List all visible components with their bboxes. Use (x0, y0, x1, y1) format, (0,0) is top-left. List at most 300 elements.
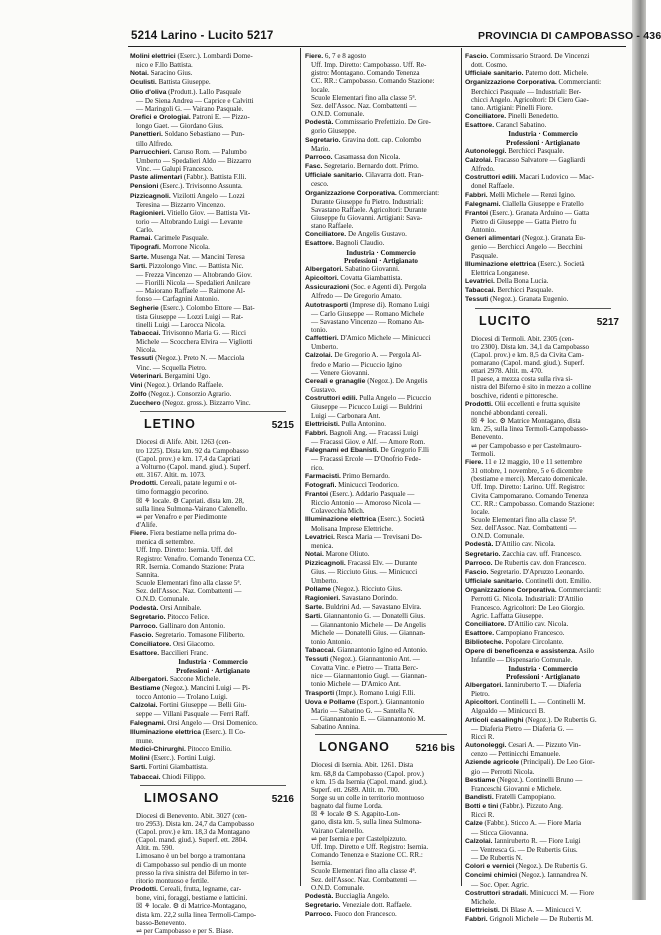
entry-text: (Negoz.). Preto N. — Macciola (153, 354, 245, 363)
entry-line (465, 647, 621, 656)
letino-entries (130, 438, 296, 658)
entry-line (130, 192, 296, 201)
entry-text: Olii eccellenti e frutta squisite (492, 399, 581, 408)
entry-line (130, 218, 296, 226)
column-2 (305, 52, 457, 919)
entry-line (305, 664, 457, 672)
entry-text: dott. Cosmo. (471, 61, 508, 70)
entry-text: tro 2300). Dista km. 34,1 da Campobasso (471, 342, 590, 351)
entry-line (465, 776, 621, 785)
entry-line (465, 802, 621, 811)
entry-line (130, 546, 296, 554)
entry-text: tro 1225). Dista km. 92 da Campobasso (136, 446, 249, 455)
entry-text: — Maiorano Raffaele — Raimone Al- (136, 287, 246, 296)
entry-line (305, 145, 457, 153)
lucito-entries (465, 335, 621, 665)
entry-line (130, 130, 296, 139)
entry-heading: Ufficiale sanitario. (305, 172, 364, 180)
entry-text: Primo Bernardo. (340, 471, 390, 480)
entry-line (305, 292, 457, 300)
entry-heading: Albergatori. (465, 681, 504, 689)
entry-line (465, 52, 621, 61)
entry-line (305, 180, 457, 188)
entry-line (465, 104, 621, 112)
entry-heading: Prodotti. (130, 886, 158, 894)
entry-heading: Elettricisti. (465, 907, 500, 914)
entry-text: ☒ ⚘ locale ⚙ S. Agapito-Lon- (311, 810, 401, 819)
entry-line (305, 464, 457, 472)
entry-text: Pasquale. (471, 251, 498, 260)
longano-entries (305, 761, 457, 919)
entry-text: Francesco. Agricoltori: De Leo Giorgio. (471, 603, 585, 612)
town-name: LONGANO (319, 740, 390, 755)
entry-text: Campopiano Francesco. (494, 629, 565, 637)
entry-line (305, 301, 457, 310)
entry-line (130, 438, 296, 446)
entry-heading: Organizzazione Corporativa. (305, 189, 397, 197)
entry-text: tillo Alfredo. (136, 139, 173, 148)
entry-heading: Fascio. (130, 632, 154, 639)
entry-text: tista Giuseppe — Lozzi Luigi — Rat- (136, 312, 244, 321)
entry-line (465, 698, 621, 707)
entry-text: (Negoz.). De Angelis (365, 376, 428, 385)
column-3 (465, 52, 621, 924)
entry-line (305, 118, 457, 127)
entry-heading: Organizzazione Corporativa. (465, 79, 557, 87)
entry-line (305, 171, 457, 180)
entry-text: — Giannantonio Michele — De Angelis (311, 621, 426, 630)
entry-text: (Soc. e Agenti di). Pergola (349, 283, 427, 292)
entry-line (305, 778, 457, 786)
entry-text: locale. (311, 85, 330, 94)
entry-text: Carimele Pasquale. (152, 234, 209, 243)
entry-line (130, 877, 296, 885)
entry-line (465, 200, 621, 209)
entry-line (305, 550, 457, 559)
entry-heading: Veterinari. (130, 372, 163, 380)
entry-text: Segretario. D'Apruzzo Leonardo. (488, 567, 585, 576)
entry-line (305, 52, 457, 61)
entry-text: 6, 7 e 8 agosto (323, 52, 367, 60)
entry-line (465, 595, 621, 603)
entry-heading: Uova e Pollame (305, 698, 356, 706)
entry-text: Veneziale dott. Raffaele. (340, 901, 412, 909)
entry-line (465, 586, 621, 595)
entry-text: tinelli Luigi — Larocca Nicola. (136, 320, 226, 329)
entry-text: Asilo (577, 647, 594, 656)
entry-line (465, 492, 621, 500)
entry-line (130, 122, 296, 130)
entry-line (305, 377, 457, 386)
entry-text: Morrone Nicola. (160, 243, 210, 252)
entry-text: Fortini Giuseppe — Belli Giu- (157, 701, 247, 710)
entry-heading: Bestiame (465, 776, 496, 784)
entry-text: longo Gaet. — Giordano Gius. (136, 122, 224, 131)
entry-text: Orsi Angelo — Orsi Domenico. (165, 718, 258, 727)
entry-heading: Illuminazione elettrica (305, 516, 377, 524)
entry-line (305, 499, 457, 507)
entry-line (130, 613, 296, 622)
town-number: 5217 (596, 316, 619, 328)
entry-line (465, 182, 621, 190)
entry-line (130, 346, 296, 354)
town-heading-lucito (479, 313, 619, 331)
entry-text: Pulla Antonino. (339, 419, 387, 428)
entry-line (305, 843, 457, 851)
entry-line (305, 559, 457, 568)
entry-heading: Autonoleggi. (465, 742, 507, 750)
entry-text: Diocesi di Isernia. Abit. 1261. Dista (311, 761, 414, 770)
entry-text: (Impr.). Romano Luigi F.lli. (334, 688, 416, 697)
entry-text: (Negoz.). Continelli Bruno — (495, 775, 583, 784)
entry-text: Caruso Rom. — Palumbo (171, 147, 247, 156)
entry-text: tonio Michele — D'Amico Ant. (311, 680, 401, 689)
entry-line (130, 737, 296, 745)
entry-heading: Farmacisti. (305, 472, 341, 480)
entry-text: Covatta Vinc. e Pietro — Tratta Berc- (311, 664, 419, 673)
entry-heading: Fotografi. (305, 481, 337, 489)
entry-text: Commissario Straord. De Vincenzi (488, 52, 590, 60)
entry-line (305, 892, 457, 901)
entry-heading: Opere di beneficenza e assistenza. (465, 648, 578, 656)
entry-text: Il paese, a mezza costa sulla riva si- (471, 375, 573, 384)
entry-line (305, 770, 457, 778)
entry-text: — Fracassi Giov. e Alf. — Amore Rom. (311, 438, 426, 447)
entry-text: ☒ ⚘ locale. ⚙ di Matrice-Montagano, (136, 902, 247, 911)
entry-heading: Fiere. (305, 53, 324, 60)
entry-line (465, 898, 621, 906)
entry-line (465, 811, 621, 819)
entry-text: Segretario. Bernardo dott. Primo. (322, 162, 419, 171)
entry-text: ☒ ⚘ locale. ⚙ Capriati. dista km. 28, (136, 496, 244, 505)
industria-subtitle: Professioni · Artigianato (344, 256, 418, 265)
entry-line (465, 173, 621, 182)
entry-text: Covatta Giambattista. (338, 274, 403, 283)
entry-line (130, 209, 296, 218)
entry-text: Sez. dell'Assoc. Naz. Combattenti — (471, 524, 577, 533)
entry-heading: Parroco. (305, 911, 333, 919)
entry-text: pomarano (Capol. mand. giud.). Superf. (471, 359, 585, 367)
entry-line (130, 105, 296, 113)
town-number: 5216 (271, 793, 294, 805)
entry-text: Baccilieri Franc. (159, 649, 209, 658)
entry-line (130, 505, 296, 513)
entry-text: Patroni E. — Pizzo- (190, 113, 250, 122)
limosano-trades (305, 265, 457, 731)
entry-text: (Negoz.). Mancini Luigi — Pi- (160, 683, 251, 692)
entry-line (130, 773, 296, 782)
entry-line (465, 862, 621, 871)
entry-line (130, 555, 296, 563)
entry-text: Diocesi di Alife. Abit. 1263 (cen- (136, 438, 231, 447)
limosano-continuation (305, 52, 457, 249)
entry-text: ritorio montuoso e fertile. (136, 876, 209, 885)
entry-text: nico e F.llo Battista. (136, 61, 193, 70)
entry-line (305, 481, 457, 490)
entry-heading: Paste alimentari (130, 174, 183, 182)
entry-text: Della Bona Lucia. (494, 277, 549, 286)
entry-heading: Elettricisti. (305, 420, 340, 428)
entry-line (305, 69, 457, 77)
entry-text: (Eserc.). Addario Pasquale — (328, 489, 415, 498)
entry-text: De Gregorio F.lli (378, 446, 429, 455)
entry-heading: Vini (130, 381, 143, 389)
entry-line (465, 359, 621, 367)
entry-line (130, 253, 296, 262)
entry-text: 31 ottobre, 1 novembre, 5 e 6 dicembre (471, 467, 583, 476)
entry-heading: Costruttori edili. (465, 174, 518, 182)
entry-heading: Concimi chimici (465, 872, 518, 880)
entry-text: Savastano Dorindo. (340, 593, 398, 602)
entry-line (465, 871, 621, 880)
entry-line (130, 226, 296, 234)
entry-text: Uff. Imp. Diretto: Campobasso. Uff. Re- (311, 61, 427, 70)
entry-text: Savastano Raffaele. Agricoltori: Durante (311, 205, 427, 214)
entry-line (130, 97, 296, 105)
entry-line (305, 162, 457, 171)
entry-text: (Capol. prov.) e km. 17,4 da Capriati (136, 454, 241, 463)
entry-line (465, 243, 621, 251)
entry-line (305, 672, 457, 680)
entry-line (465, 881, 621, 889)
entry-text: Sorge su un colle in territorio montuoso (311, 793, 424, 802)
entry-line (305, 77, 457, 85)
entry-text: Fracasso Salvatore — Gagliardi (492, 155, 586, 164)
entry-heading: Notai. (305, 551, 324, 559)
entry-text: D'Attilio cav. Nicola. (493, 540, 556, 549)
entry-heading: Autotrasporti (305, 301, 349, 309)
entry-line (465, 846, 621, 854)
entry-text: Sez. dell'Assoc. Naz. Combattenti — (311, 875, 417, 884)
entry-heading: Medici-Chirurghi. (130, 746, 186, 754)
entry-line (465, 147, 621, 156)
entry-text: — Sticca Giovanna. (471, 828, 529, 837)
entry-line (130, 113, 296, 122)
entry-heading: Prodotti. (130, 480, 158, 488)
entry-text: Elettrica Longanese. (471, 268, 530, 277)
entry-text: O.N.D. Comunale. (471, 532, 525, 541)
entry-text: Musenga Nat. — Mancini Teresa (148, 252, 245, 261)
entry-text: Pietro. (471, 690, 490, 699)
entry-line (305, 386, 457, 394)
entry-text: tonio. (311, 326, 328, 334)
entry-text: genio — Berchicci Angelo — Becchini (471, 243, 583, 252)
entry-line (465, 343, 621, 351)
entry-text: e km. 15 da Isernia (Capol. mand. giud.). (311, 777, 428, 786)
entry-text: tro 2953). Dista km. 24,7 da Campobasso (136, 819, 255, 828)
entry-line (305, 867, 457, 875)
entry-line (465, 112, 621, 121)
entry-text: Di Blase A. — Minicucci V. (499, 906, 582, 914)
entry-heading: Conciliatore. (465, 620, 507, 628)
entry-heading: Costruttori edili. (305, 395, 358, 403)
entry-line (130, 587, 296, 595)
entry-text: Michele — Donatelli Gius. — Giannan- (311, 629, 426, 638)
entry-text: Mario — Sabatino G. — Santella N. (311, 706, 415, 715)
industria-title: Industria · Commercio (178, 658, 248, 667)
entry-text: Infantile — Dispensario Comunale. (471, 656, 573, 665)
entry-line (465, 656, 621, 664)
entry-line (305, 438, 457, 446)
entry-line (130, 919, 296, 927)
entry-line (305, 412, 457, 420)
entry-text: d'Alife. (136, 520, 158, 529)
entry-line (305, 326, 457, 334)
entry-line (130, 701, 296, 710)
entry-text: Antonio. (471, 226, 497, 235)
entry-heading: Podestà. (305, 119, 334, 127)
entry-line (465, 96, 621, 104)
entry-line (130, 828, 296, 836)
entry-text: timo formaggio pecorino. (136, 488, 209, 497)
entry-line (130, 471, 296, 479)
entry-line (465, 516, 621, 524)
entry-text: Cesari A. — Pizzuto Vin- (506, 741, 581, 750)
entry-heading: Calzolai. (305, 352, 333, 360)
entry-line (130, 173, 296, 182)
entry-line (130, 321, 296, 329)
entry-line (130, 262, 296, 271)
entry-line (305, 884, 457, 892)
entry-text: D'Amico Michele — Minicucci (338, 334, 431, 343)
entry-text: (Fabbr.). Sticco A. — Fiore Maria (482, 819, 582, 828)
entry-line (305, 110, 457, 118)
entry-text: — Maringoli G. — Vairano Pasquale. (136, 104, 244, 113)
entry-line (305, 206, 457, 214)
entry-text: — Soc. Oper. Agric. (471, 880, 529, 889)
entry-line (305, 283, 457, 292)
entry-text: Commercianti: (556, 78, 602, 87)
entry-text: Diocesi di Benevento. Abit. 3027 (cen- (136, 811, 247, 820)
header-rule (128, 46, 626, 47)
entry-text: Perrotti G. Nicola. Industriali: D'Attilio (471, 595, 584, 604)
entry-line (305, 612, 457, 621)
entry-text: Pinelli Benedetto. (506, 112, 559, 121)
entry-text: Colavecchia Mich. (311, 507, 365, 516)
entry-line (305, 603, 457, 612)
entry-heading: Albergatori. (305, 265, 344, 273)
entry-line (130, 579, 296, 587)
entry-line (465, 425, 621, 433)
entry-line (465, 156, 621, 165)
entry-text: Commissario Prefettizio. De Gre- (333, 118, 431, 127)
entry-line (465, 260, 621, 269)
entry-text: Umberto. (311, 343, 338, 352)
entry-text: Sez. dell'Assoc. Naz. Combattenti — (311, 101, 417, 110)
entry-line (130, 631, 296, 640)
entry-line (305, 646, 457, 655)
entry-text: basso-Benevento. (136, 918, 187, 927)
entry-line (130, 595, 296, 603)
entry-line (465, 409, 621, 417)
entry-line (130, 675, 296, 684)
entry-line (465, 69, 621, 78)
letino-trades (130, 675, 296, 782)
entry-line (465, 612, 621, 620)
entry-line (130, 234, 296, 243)
entry-heading: Calzolai. (130, 702, 158, 710)
entry-text: D'Attilio cav. Nicola. (506, 619, 569, 628)
entry-text: Limosano è un bel borgo a tramontana (136, 852, 246, 861)
entry-line (465, 532, 621, 540)
entry-heading: Podestà. (130, 604, 159, 612)
entry-text: Scuole Elementari fino alla classe 5ª. (136, 579, 242, 588)
entry-text: — Fracassi Ercole — D'Onofrio Fede- (311, 455, 421, 464)
entry-text: Michele. (471, 897, 497, 906)
entry-line (305, 239, 457, 248)
entry-text: chicci Angelo. Agricoltori: Di Ciero Gae- (471, 95, 589, 104)
entry-line (465, 218, 621, 226)
entry-line (465, 383, 621, 391)
entry-line (305, 910, 457, 919)
entry-line (305, 655, 457, 664)
entry-line (465, 295, 621, 304)
entry-line (305, 310, 457, 318)
entry-text: donel Raffaele. (471, 182, 515, 191)
entry-text: (Capol. prov.) e km. 18,3 da Montagano (136, 827, 250, 836)
entry-text: menica. (311, 541, 334, 550)
entry-line (130, 381, 296, 390)
entry-text: (Esport.). Giannantonio (355, 697, 425, 706)
entry-text: (Eserc.). Granata Arduino — Gatta (488, 208, 590, 217)
entry-line (305, 818, 457, 826)
entry-line (465, 500, 621, 508)
page-edge (632, 0, 646, 900)
entry-text: Gravina dott. cap. Colombo (340, 135, 422, 144)
column-1 (130, 52, 296, 935)
entry-line (130, 399, 296, 408)
entry-line (465, 508, 621, 516)
entry-text: Continelli L. — Continelli M. (498, 698, 586, 707)
entry-line (305, 859, 457, 867)
town-heading-limosano (144, 790, 294, 808)
entry-heading: Sarti. (305, 613, 322, 621)
entry-heading: Zolfo (130, 391, 147, 399)
entry-line (465, 819, 621, 828)
entry-text: Berchicci Pasquale. (495, 286, 554, 295)
entry-text: ⇌ per Isernia e per Castelpizzuto. (311, 834, 407, 843)
entry-line (305, 343, 457, 351)
entry-text: Umberto. (311, 576, 338, 585)
entry-line (130, 372, 296, 381)
town-heading-letino (144, 416, 294, 434)
entry-heading: Conciliatore. (305, 231, 347, 239)
entry-heading: Botti e tini (465, 803, 499, 811)
entry-text: (Eserc.). Trivisonno Assunta. (158, 182, 243, 191)
entry-line (130, 852, 296, 860)
entry-line (130, 719, 296, 728)
entry-text: Scuole Elementari fino alla classe 5ª. (311, 93, 417, 102)
entry-text: Uff. Imp. Diretto: Isernia. Uff. del (136, 546, 233, 555)
entry-line (130, 710, 296, 718)
entry-text: — Fiorilli Nicola — Spedalieri Anilcare (136, 279, 251, 288)
entry-line (130, 447, 296, 455)
entry-heading: Esattore. (130, 650, 160, 658)
section-separator (140, 785, 286, 786)
entry-line (130, 279, 296, 287)
entry-heading: Parroco. (130, 622, 158, 630)
entry-line (305, 361, 457, 369)
entry-heading: Trasporti (305, 689, 335, 697)
entry-text: (Fabbr.). Pizzuto Ang. (498, 802, 563, 811)
entry-heading: Fasc. (305, 163, 323, 171)
entry-text: Vinc. — Galupi Francesco. (136, 165, 214, 174)
entry-line (465, 638, 621, 647)
entry-line (130, 836, 296, 844)
entry-line (465, 417, 621, 425)
entry-text: sulla linea Sulmona-Vairano Calenello. (136, 504, 248, 513)
entry-text: Pulla Angelo — Picuccio (357, 394, 432, 403)
